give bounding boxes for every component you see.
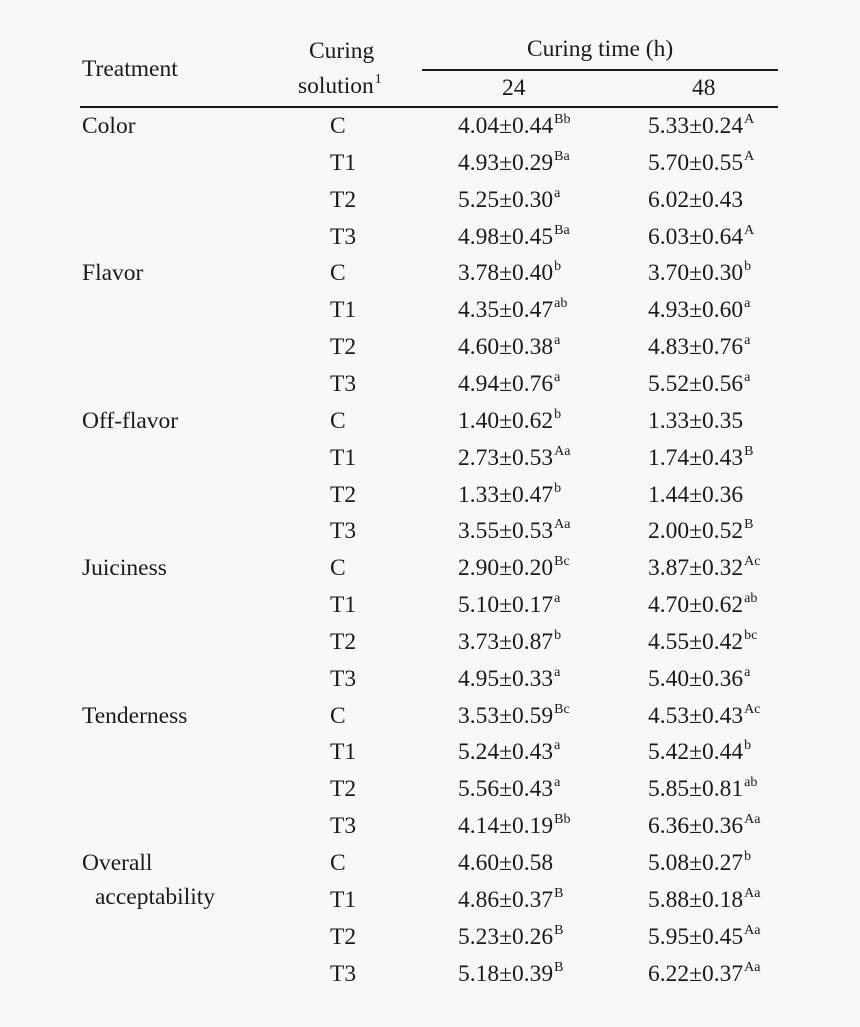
significance-superscript: ab — [744, 591, 758, 607]
mean-sd-value: 4.35±0.47 — [458, 297, 554, 324]
significance-superscript: a — [554, 738, 561, 754]
significance-superscript: bc — [744, 627, 758, 643]
value-cell-24h — [458, 369, 561, 397]
significance-superscript: ab — [744, 775, 758, 791]
value-cell-48h — [648, 775, 758, 803]
value-cell-24h — [458, 112, 571, 139]
significance-superscript: b — [554, 480, 562, 496]
significance-superscript: a — [554, 369, 561, 385]
curing-solution-cell: T1 — [330, 592, 357, 619]
value-cell-24h — [458, 480, 562, 508]
value-cell-24h — [458, 959, 564, 987]
significance-superscript: b — [744, 259, 752, 275]
significance-superscript: B — [554, 885, 564, 901]
mean-sd-value: 5.42±0.44 — [648, 739, 744, 766]
curing-solution-cell: T1 — [330, 297, 357, 324]
mean-sd-value: 5.56±0.43 — [458, 776, 554, 803]
value-cell-48h — [648, 738, 752, 766]
curing-solution-cell: T2 — [330, 186, 357, 213]
value-cell-48h — [648, 407, 744, 434]
mean-sd-value: 2.73±0.53 — [458, 444, 554, 471]
curing-solution-cell: T3 — [330, 223, 357, 250]
mean-sd-value: 4.94±0.76 — [458, 370, 554, 397]
header-time-48: 48 — [692, 75, 716, 101]
significance-superscript: Ba — [554, 148, 570, 164]
significance-superscript: a — [554, 185, 561, 201]
value-cell-48h — [648, 959, 761, 987]
treatment-label: Off-flavor — [82, 407, 179, 434]
value-cell-24h — [458, 852, 553, 876]
curing-solution-cell: C — [330, 407, 346, 434]
significance-superscript: Ba — [554, 222, 570, 238]
significance-superscript: A — [744, 222, 755, 238]
value-cell-48h — [648, 259, 752, 287]
mean-sd-value: 4.93±0.29 — [458, 149, 554, 176]
curing-solution-cell: C — [330, 555, 346, 582]
significance-superscript: Ac — [744, 554, 761, 570]
significance-superscript: a — [744, 333, 751, 349]
mean-sd-value: 6.22±0.37 — [648, 960, 744, 987]
value-cell-24h — [458, 922, 564, 950]
value-cell-48h — [648, 148, 755, 176]
treatment-label: Overall — [82, 850, 153, 876]
mean-sd-value: 2.00±0.52 — [648, 518, 744, 545]
treatment-label: Juiciness — [82, 555, 167, 582]
significance-superscript: B — [744, 443, 754, 459]
curing-solution-cell: T3 — [330, 665, 357, 692]
value-cell-24h — [458, 701, 570, 729]
value-cell-48h — [648, 369, 751, 397]
value-cell-24h — [458, 517, 571, 545]
curing-solution-cell: T1 — [330, 739, 357, 766]
significance-superscript: b — [554, 406, 562, 422]
significance-superscript: a — [554, 664, 561, 680]
significance-superscript: b — [554, 259, 562, 275]
significance-superscript: Aa — [744, 959, 761, 975]
curing-solution-cell: T3 — [330, 960, 357, 987]
value-cell-24h — [458, 443, 571, 471]
value-cell-24h — [458, 885, 564, 913]
curing-solution-cell: T1 — [330, 149, 357, 176]
value-cell-24h — [458, 627, 562, 655]
mean-sd-value: 5.25±0.30 — [458, 186, 554, 213]
curing-solution-cell: T1 — [330, 444, 357, 471]
mean-sd-value: 3.78±0.40 — [458, 260, 554, 287]
mean-sd-value: 5.88±0.18 — [648, 886, 744, 913]
treatment-label: Tenderness — [82, 702, 188, 729]
mean-sd-value: 5.85±0.81 — [648, 776, 744, 803]
curing-solution-cell: T2 — [330, 481, 357, 508]
mean-sd-value: 4.86±0.37 — [458, 886, 554, 913]
mean-sd-value: 5.33±0.24 — [648, 113, 744, 139]
mean-sd-value: 6.03±0.64 — [648, 223, 744, 250]
value-cell-48h — [648, 849, 752, 876]
value-cell-48h — [648, 812, 761, 840]
value-cell-24h — [458, 296, 568, 324]
mean-sd-value: 6.36±0.36 — [648, 813, 744, 840]
significance-superscript: Bc — [554, 554, 570, 570]
curing-solution-cell: T2 — [330, 334, 357, 361]
significance-superscript: b — [744, 738, 752, 754]
significance-superscript: Aa — [744, 922, 761, 938]
value-cell-48h — [648, 222, 755, 250]
mean-sd-value: 5.23±0.26 — [458, 923, 554, 950]
mean-sd-value: 1.44±0.36 — [648, 481, 744, 508]
mean-sd-value: 4.04±0.44 — [458, 113, 554, 139]
mean-sd-value: 6.02±0.43 — [648, 186, 744, 213]
header-curing-solution-line2 — [298, 72, 382, 99]
mean-sd-value: 1.40±0.62 — [458, 407, 554, 434]
mean-sd-value: 4.55±0.42 — [648, 628, 744, 655]
header-time-24: 24 — [502, 75, 526, 101]
value-cell-48h — [648, 885, 761, 913]
value-cell-48h — [648, 701, 761, 729]
header-curing-time: Curing time (h) — [527, 36, 674, 62]
mean-sd-value: 5.10±0.17 — [458, 592, 554, 619]
mean-sd-value: 3.55±0.53 — [458, 518, 554, 545]
significance-superscript: Aa — [744, 885, 761, 901]
mean-sd-value: 5.52±0.56 — [648, 370, 744, 397]
mean-sd-value: 4.60±0.38 — [458, 334, 554, 361]
significance-superscript: b — [554, 627, 562, 643]
value-cell-48h — [648, 112, 755, 139]
significance-superscript: Bc — [554, 701, 570, 717]
significance-superscript: Aa — [554, 517, 571, 533]
mean-sd-value: 5.24±0.43 — [458, 739, 554, 766]
mean-sd-value: 3.53±0.59 — [458, 702, 554, 729]
significance-superscript: b — [744, 849, 752, 864]
curing-solution-cell: T3 — [330, 813, 357, 840]
curing-solution-cell: T3 — [330, 518, 357, 545]
value-cell-24h — [458, 185, 561, 213]
mean-sd-value: 4.95±0.33 — [458, 665, 554, 692]
significance-superscript: Aa — [744, 812, 761, 828]
mean-sd-value: 3.70±0.30 — [648, 260, 744, 287]
mean-sd-value: 3.73±0.87 — [458, 628, 554, 655]
significance-superscript: Bb — [554, 112, 571, 127]
mean-sd-value: 5.70±0.55 — [648, 149, 744, 176]
mean-sd-value: 1.33±0.47 — [458, 481, 554, 508]
mean-sd-value: 4.83±0.76 — [648, 334, 744, 361]
value-cell-24h — [458, 591, 561, 619]
value-cell-48h — [648, 922, 761, 950]
mean-sd-value: 4.53±0.43 — [648, 702, 744, 729]
mean-sd-value: 3.87±0.32 — [648, 555, 744, 582]
header-treatment: Treatment — [82, 56, 178, 82]
value-cell-24h — [458, 406, 562, 434]
significance-superscript: a — [744, 296, 751, 312]
value-cell-48h — [648, 517, 754, 545]
significance-superscript: a — [554, 333, 561, 349]
curing-solution-cell: T1 — [330, 886, 357, 913]
value-cell-24h — [458, 738, 561, 766]
header-bottom-rule — [80, 106, 778, 108]
value-cell-48h — [648, 591, 758, 619]
value-cell-24h — [458, 554, 570, 582]
curing-solution-cell: T3 — [330, 370, 357, 397]
curing-solution-cell: T2 — [330, 628, 357, 655]
significance-superscript: A — [744, 148, 755, 164]
treatment-label: acceptability — [95, 884, 216, 911]
mean-sd-value: 5.95±0.45 — [648, 923, 744, 950]
value-cell-48h — [648, 443, 754, 471]
value-cell-48h — [648, 664, 751, 692]
mean-sd-value: 4.98±0.45 — [458, 223, 554, 250]
significance-superscript: a — [744, 664, 751, 680]
curing-solution-cell: C — [330, 850, 346, 876]
significance-superscript: a — [554, 591, 561, 607]
significance-superscript: ab — [554, 296, 568, 312]
mean-sd-value: 1.33±0.35 — [648, 407, 744, 434]
curing-solution-cell: C — [330, 702, 346, 729]
value-cell-48h — [648, 186, 744, 213]
value-cell-24h — [458, 148, 570, 176]
header-curing-solution-line1: Curing — [309, 38, 375, 64]
header-solution-footnote: 1 — [374, 72, 382, 87]
value-cell-24h — [458, 333, 561, 361]
value-cell-24h — [458, 222, 570, 250]
mean-sd-value: 1.74±0.43 — [648, 444, 744, 471]
curing-solution-cell: C — [330, 260, 346, 287]
mean-sd-value: 4.14±0.19 — [458, 813, 554, 840]
significance-superscript: B — [744, 517, 754, 533]
curing-solution-cell: T2 — [330, 923, 357, 950]
curing-solution-cell: C — [330, 113, 346, 139]
value-cell-48h — [648, 296, 751, 324]
significance-superscript: Bb — [554, 812, 571, 828]
value-cell-24h — [458, 812, 571, 840]
treatment-label: Color — [82, 113, 136, 139]
value-cell-24h — [458, 259, 562, 287]
mean-sd-value: 5.40±0.36 — [648, 665, 744, 692]
header-solution-text: solution — [298, 73, 374, 99]
significance-superscript: Aa — [554, 443, 571, 459]
mean-sd-value: 4.60±0.58 — [458, 850, 554, 876]
mean-sd-value: 4.93±0.60 — [648, 297, 744, 324]
value-cell-24h — [458, 775, 561, 803]
value-cell-48h — [648, 554, 761, 582]
value-cell-48h — [648, 627, 758, 655]
mean-sd-value: 2.90±0.20 — [458, 555, 554, 582]
significance-superscript: A — [744, 112, 755, 127]
significance-superscript: a — [744, 369, 751, 385]
mean-sd-value: 5.18±0.39 — [458, 960, 554, 987]
significance-superscript: B — [554, 959, 564, 975]
header-curing-time-rule — [422, 69, 778, 71]
significance-superscript: Ac — [744, 701, 761, 717]
significance-superscript: a — [554, 775, 561, 791]
mean-sd-value: 5.08±0.27 — [648, 850, 744, 876]
value-cell-24h — [458, 664, 561, 692]
curing-solution-cell: T2 — [330, 776, 357, 803]
treatment-label: Flavor — [82, 260, 144, 287]
significance-superscript: B — [554, 922, 564, 938]
value-cell-48h — [648, 481, 744, 508]
mean-sd-value: 4.70±0.62 — [648, 592, 744, 619]
value-cell-48h — [648, 333, 751, 361]
